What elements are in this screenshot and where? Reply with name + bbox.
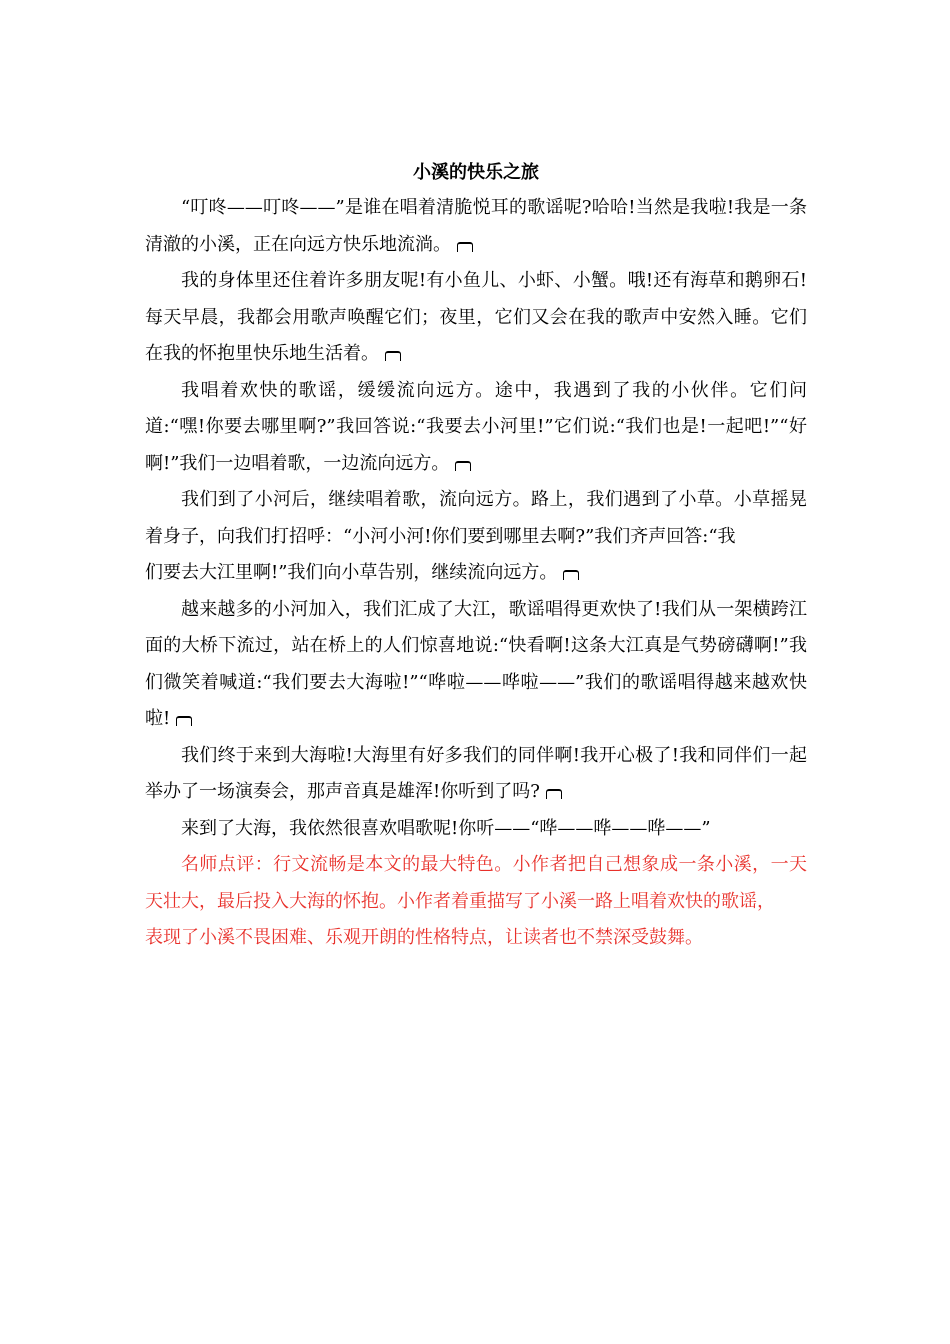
paragraph-mark-icon bbox=[457, 242, 473, 252]
paragraph-7 bbox=[145, 811, 807, 848]
teacher-review-continued bbox=[145, 920, 807, 957]
teacher-review-text: 名师点评：行文流畅是本文的最大特色。小作者把自己想象成一条小溪，一天天壮大，最后投入大海的怀抱。小作者着重描写了小溪一路上唱着欢快的歌谣， bbox=[145, 854, 807, 912]
paragraph-mark-icon bbox=[563, 570, 579, 580]
paragraph-mark-icon bbox=[385, 351, 401, 361]
paragraph-3 bbox=[145, 373, 807, 483]
paragraph-4-continued bbox=[145, 555, 807, 592]
paragraph-1 bbox=[145, 190, 807, 263]
teacher-review bbox=[145, 847, 807, 920]
paragraph-4-continued-text: 们要去大江里啊!”我们向小草告别，继续流向远方。 bbox=[145, 562, 558, 583]
paragraph-1-text: “叮咚——叮咚——”是谁在唱着清脆悦耳的歌谣呢?哈哈!当然是我啦!我是一条清澈的小溪，正在向远方快乐地流淌。 bbox=[145, 197, 807, 255]
paragraph-3-text: 我唱着欢快的歌谣，缓缓流向远方。途中，我遇到了我的小伙伴。它们问道:“嘿!你要去哪里啊?”我回答说:“我要去小河里!”它们说:“我们也是!一起吧!”“好啊!”我们一边唱着歌，一边流向远方。 bbox=[145, 379, 807, 474]
paragraph-mark-icon bbox=[455, 461, 471, 471]
paragraph-6 bbox=[145, 738, 807, 811]
paragraph-2 bbox=[145, 263, 807, 373]
paragraph-2-text: 我的身体里还住着许多朋友呢!有小鱼儿、小虾、小蟹。哦!还有海草和鹅卵石!每天早晨，我都会用歌声唤醒它们；夜里，它们又会在我的歌声中安然入睡。它们在我的怀抱里快乐地生活着。 bbox=[145, 270, 807, 364]
paragraph-4 bbox=[145, 482, 807, 555]
paragraph-6-text: 我们终于来到大海啦!大海里有好多我们的同伴啊!我开心极了!我和同伴们一起举办了一场演奏会，那声音真是雄浑!你听到了吗? bbox=[145, 744, 807, 802]
paragraph-5-text: 越来越多的小河加入，我们汇成了大江，歌谣唱得更欢快了!我们从一架横跨江面的大桥下流过，站在桥上的人们惊喜地说:“快看啊!这条大江真是气势磅礴啊!”我们微笑着喊道:“我们要去大海啦!”“哗啦——哗啦——”我们的歌谣唱得越来越欢快啦! bbox=[145, 598, 807, 729]
paragraph-5 bbox=[145, 592, 807, 738]
teacher-review-continued-text: 表现了小溪不畏困难、乐观开朗的性格特点，让读者也不禁深受鼓舞。 bbox=[145, 927, 703, 948]
paragraph-mark-icon bbox=[546, 789, 562, 799]
document-page bbox=[145, 158, 807, 957]
paragraph-7-text: 来到了大海，我依然很喜欢唱歌呢!你听——“哗——哗——哗——” bbox=[181, 817, 711, 839]
paragraph-4-text: 我们到了小河后，继续唱着歌，流向远方。路上，我们遇到了小草。小草摇晃着身子，向我们打招呼：“小河小河!你们要到哪里去啊?”我们齐声回答:“我 bbox=[145, 489, 807, 547]
document-title: 小溪的快乐之旅 bbox=[413, 162, 539, 183]
paragraph-mark-icon bbox=[176, 716, 192, 726]
